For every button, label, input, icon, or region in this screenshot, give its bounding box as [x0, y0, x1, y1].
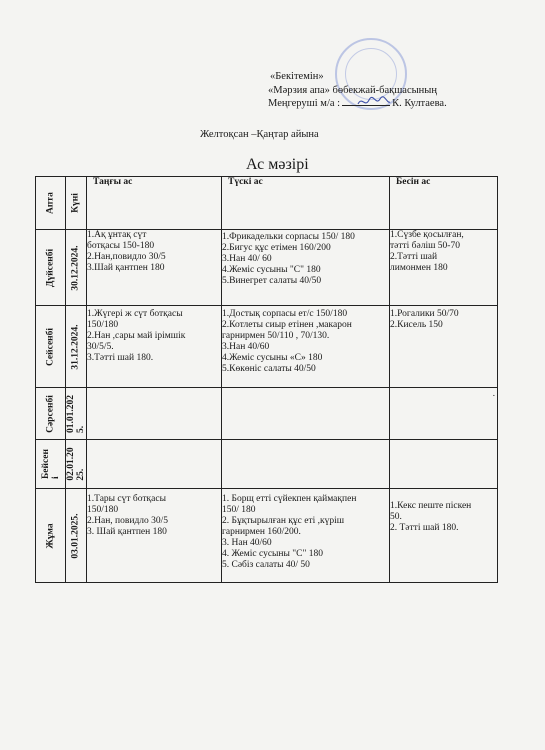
- table-row: [36, 388, 498, 440]
- breakfast-cell: [87, 388, 222, 440]
- header-day: Күні: [66, 177, 87, 230]
- weekday-cell: Бейсен і: [36, 440, 66, 489]
- approval-signatory: [268, 97, 447, 111]
- approval-institution: «Мәрзия апа» бөбекжай-бақшасының: [268, 84, 437, 96]
- header-breakfast: Таңғы ас: [87, 177, 222, 230]
- table-row: [36, 230, 498, 306]
- lunch-cell: [222, 440, 390, 489]
- page-title: Ас мәзірі: [246, 156, 309, 173]
- breakfast-cell: 1.Жүгері ж сүт ботқасы 150/180 2.Нан ,сары май ірімшік 30/5/5. 3.Тәтті шай 180.: [87, 306, 222, 388]
- snack-cell: 1.Кекс пеште піскен 50. 2. Тәтті шай 180.: [390, 489, 498, 583]
- lunch-cell: 1. Борщ етті сүйекпен қаймақпен 150/ 180 2. Бұқтырылған құс еті ,күріш гарнирмен 160/200. 3. Нан 40/60 4. Жеміс сусыны "С" 180 5. Сәбіз салаты 40/ 50: [222, 489, 390, 583]
- breakfast-cell: 1.Ақ ұнтақ сүт ботқасы 150-180 2.Нан,повидло 30/5 3.Шай қантпен 180: [87, 230, 222, 306]
- approval-heading: «Бекітемін»: [270, 71, 324, 82]
- weekday-cell: Сәрсенбі: [36, 388, 66, 440]
- period-label: Желтоқсан –Қаңтар айына: [200, 129, 319, 140]
- breakfast-cell: [87, 440, 222, 489]
- stray-mark: .: [492, 388, 495, 398]
- header-week: Апта: [36, 177, 66, 230]
- date-cell: 31.12.2024.: [66, 306, 87, 388]
- snack-cell: [390, 388, 498, 440]
- table-row: [36, 306, 498, 388]
- lunch-cell: 1.Фрикадельки сорпасы 150/ 180 2.Бигус құс етімен 160/200 3.Нан 40/ 60 4.Жеміс сусыны "С" 180 5.Винегрет салаты 40/50: [222, 230, 390, 306]
- date-cell: 30.12.2024.: [66, 230, 87, 306]
- lunch-cell: [222, 388, 390, 440]
- table-row: [36, 489, 498, 583]
- menu-table: [35, 176, 498, 583]
- date-cell: 03.01.2025.: [66, 489, 87, 583]
- date-cell: 01.01.202 5.: [66, 388, 87, 440]
- approval-block: [268, 70, 447, 111]
- header-lunch: Түскі ас: [222, 177, 390, 230]
- approval-name: К. Култаева.: [392, 98, 447, 109]
- breakfast-cell: 1.Тары сүт ботқасы 150/180 2.Нан, повидло 30/5 3. Шай қантпен 180: [87, 489, 222, 583]
- header-row: [36, 177, 498, 230]
- date-cell: 02.01.20 25.: [66, 440, 87, 489]
- approval-position: Меңгеруші м/а :: [268, 98, 341, 109]
- header-snack: Бесін ас: [390, 177, 498, 230]
- snack-cell: 1.Рогалики 50/70 2.Кисель 150: [390, 306, 498, 388]
- snack-cell: 1.Сүзбе қосылған, тәтті бәліш 50-70 2.Тәтті шай лимонмен 180: [390, 230, 498, 306]
- table-row: [36, 440, 498, 489]
- snack-cell: [390, 440, 498, 489]
- weekday-cell: Сейсенбі: [36, 306, 66, 388]
- lunch-cell: 1.Достық сорпасы ет/с 150/180 2.Котлеты сиыр етінен ,макарон гарнирмен 50/110 , 70/130. 3.Нан 40/60 4.Жеміс сусыны «С» 180 5.Көкөніс салаты 40/50: [222, 306, 390, 388]
- weekday-cell: Жұма: [36, 489, 66, 583]
- weekday-cell: Дүйсенбі: [36, 230, 66, 306]
